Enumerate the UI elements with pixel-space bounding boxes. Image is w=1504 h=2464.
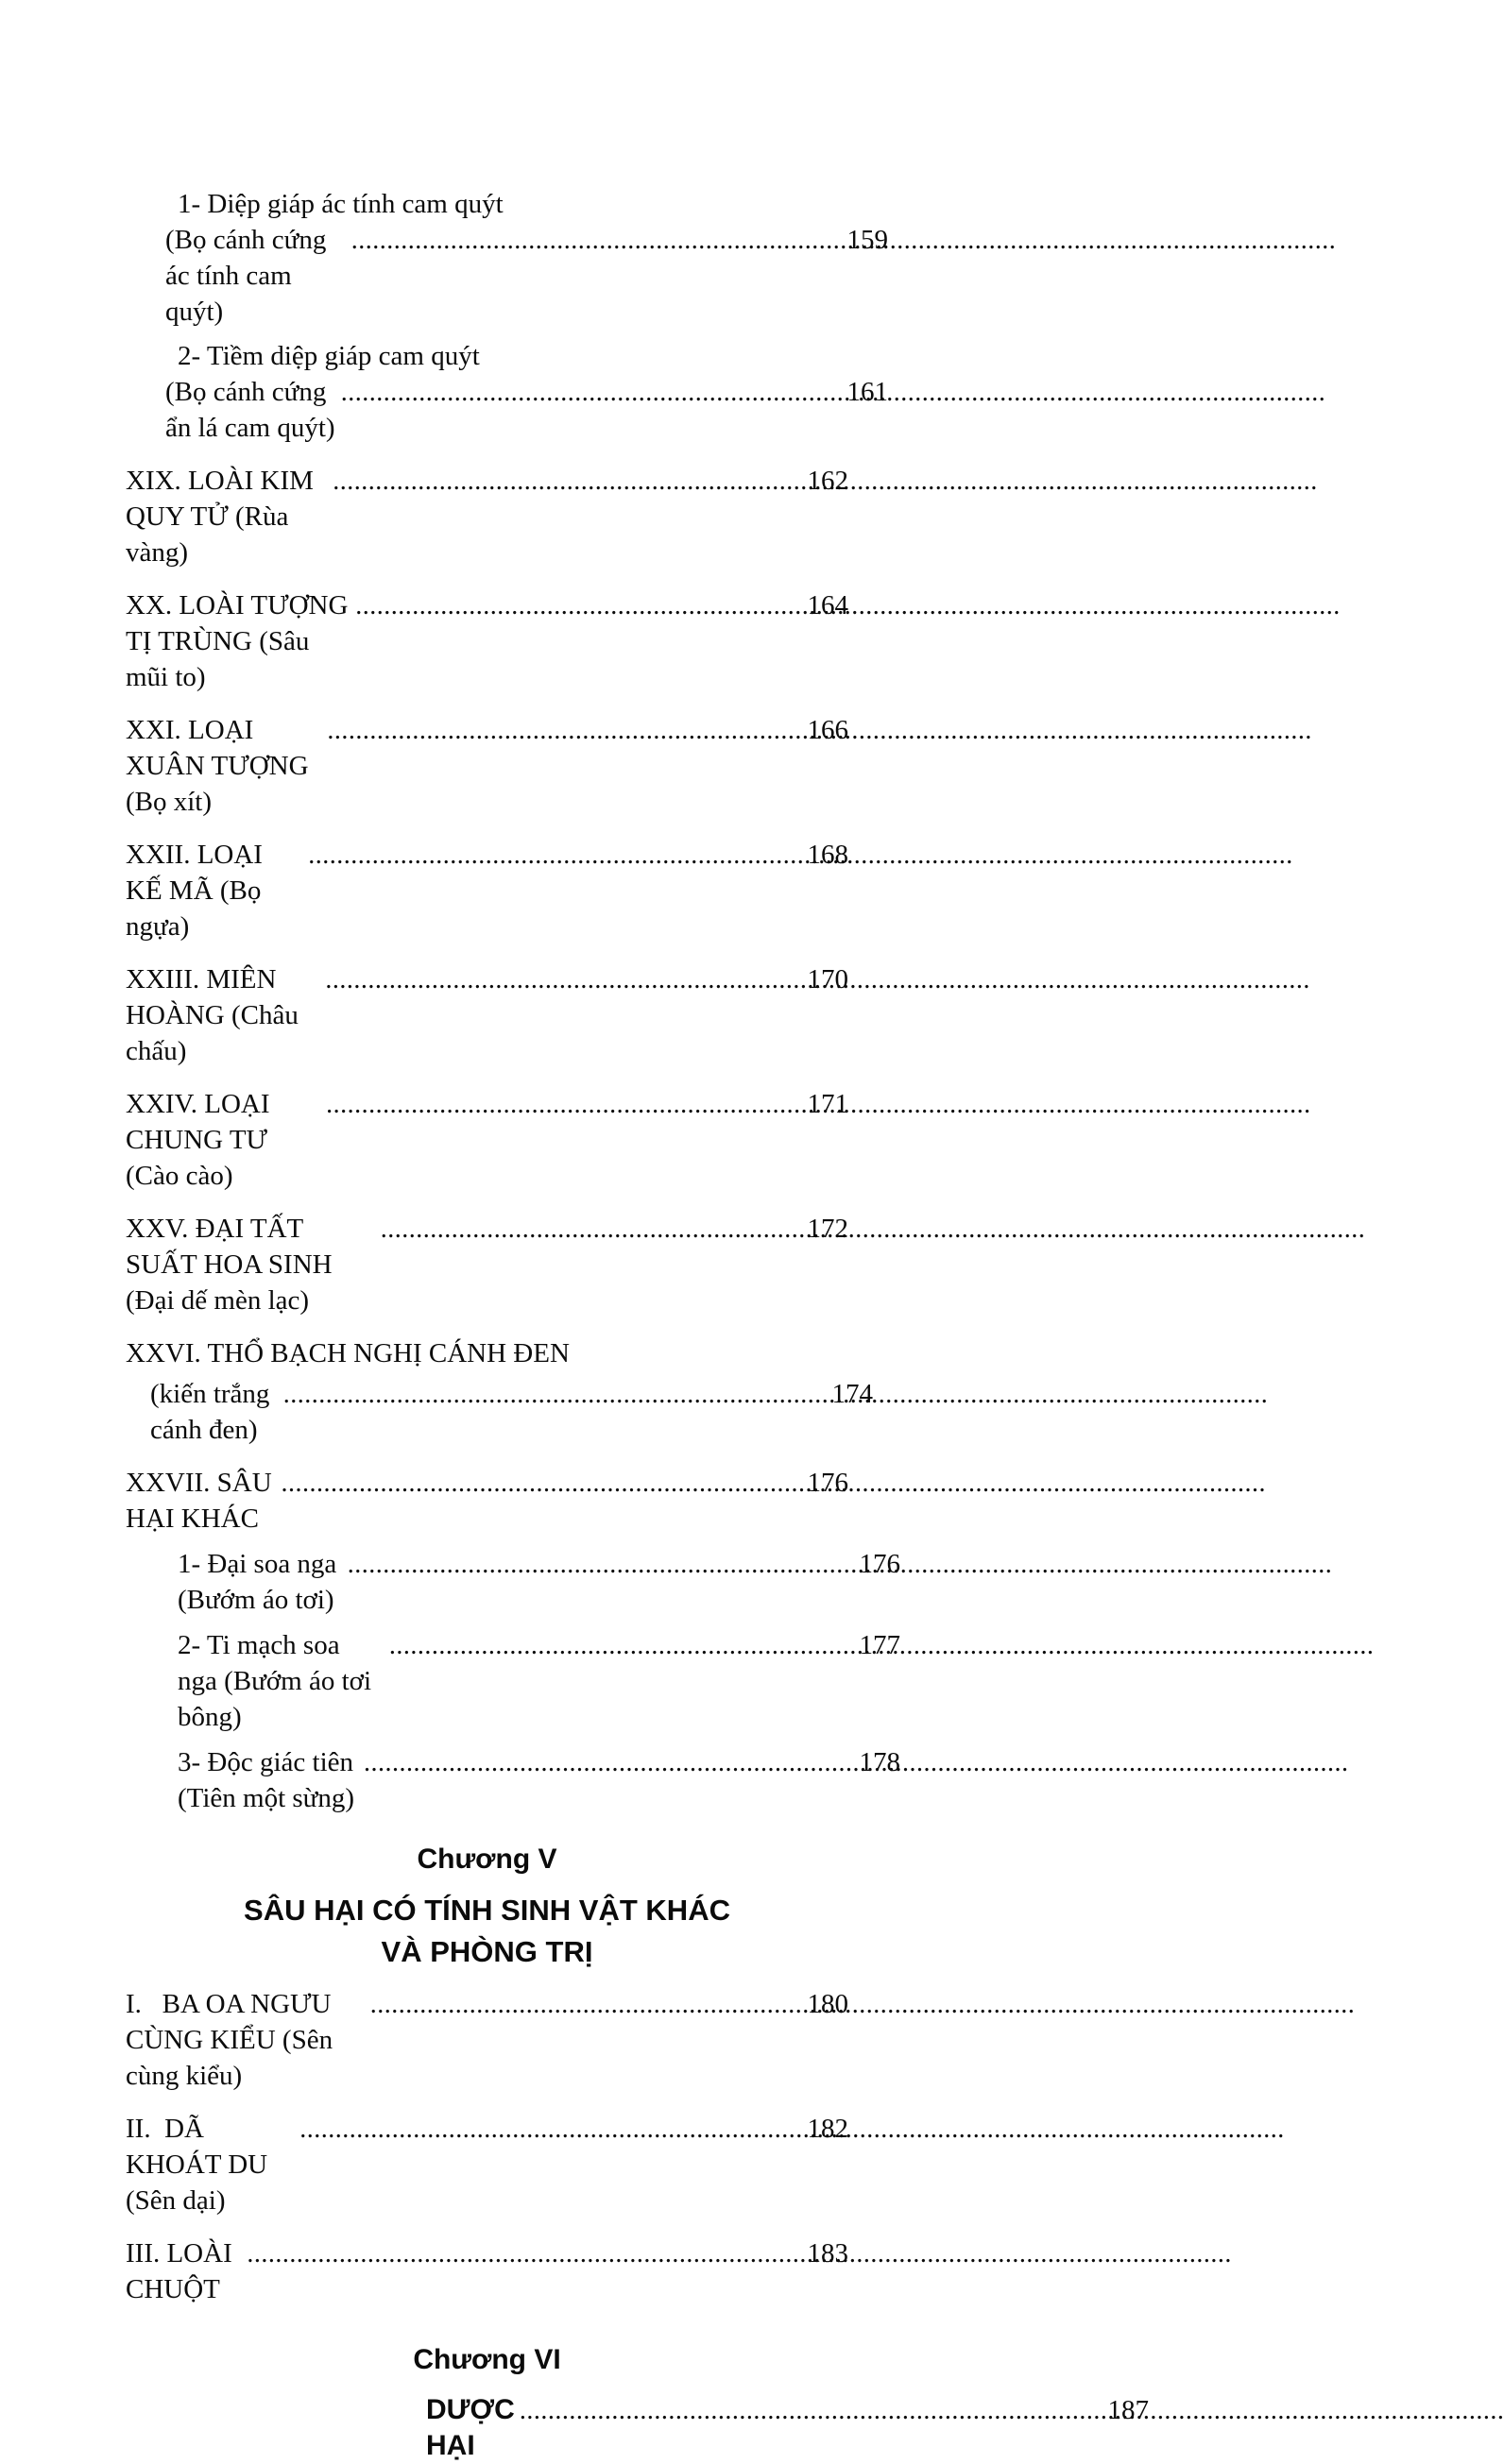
toc-entry-label: XXVI. THỔ BẠCH NGHỊ CÁNH ĐEN (126, 1338, 570, 1368)
toc-entry-label: II. DÃ KHOÁT DU (Sên dại) (126, 2114, 275, 2216)
dot-leader (299, 2111, 799, 2148)
toc-page-number: 161 (846, 377, 888, 407)
dot-leader (282, 1465, 800, 1502)
toc-entry (126, 374, 888, 446)
toc-entry (126, 1211, 848, 1318)
toc-entry-label: (Bọ cánh cứng ác tính cam quýt) (165, 225, 333, 327)
dot-leader (381, 1211, 800, 1248)
toc-entry (126, 961, 848, 1069)
toc-page-number: 159 (846, 225, 888, 255)
toc-entry (126, 1744, 900, 1816)
dot-leader (348, 1546, 852, 1583)
dot-leader (333, 463, 799, 500)
dot-leader (326, 1086, 799, 1123)
toc-entry-label: XXIII. MIÊN HOÀNG (Châu chấu) (126, 964, 306, 1066)
toc-entry-label: III. LOÀI CHUỘT (126, 2238, 239, 2304)
toc-page-number: 174 (831, 1379, 873, 1409)
dot-leader (341, 374, 840, 411)
toc-entry (126, 2392, 1149, 2464)
toc-page-number: 176 (807, 1468, 848, 1498)
table-of-contents (126, 186, 1149, 2464)
toc-entry (126, 837, 848, 944)
toc-page-number: 176 (859, 1549, 900, 1579)
toc-entry-label: XXVII. SÂU HẠI KHÁC (126, 1468, 279, 1534)
toc-entry-label: 2- Tiềm diệp giáp cam quýt (178, 341, 480, 371)
dot-leader (308, 837, 799, 874)
toc-entry-label: XXV. ĐẠI TẤT SUẤT HOA SINH (Đại dế mèn lạc) (126, 1214, 339, 1316)
dot-leader (247, 2235, 799, 2272)
toc-entry-label: DƯỢC HẠI (426, 2394, 523, 2461)
toc-page-number: 162 (807, 466, 848, 496)
toc-page-number: 172 (807, 1214, 848, 1244)
toc-page-number: 183 (807, 2238, 848, 2269)
chapter-subtitle-line: SÂU HẠI CÓ TÍNH SINH VẬT KHÁC (244, 1894, 730, 1927)
dot-leader (389, 1627, 852, 1664)
chapter-title: Chương V (417, 1844, 557, 1875)
chapter-title: Chương VI (413, 2344, 561, 2375)
toc-entry (126, 1335, 848, 1371)
dot-leader (370, 1986, 800, 2023)
toc-entry-label: XXIV. LOẠI CHUNG TƯ (Cào cào) (126, 1089, 277, 1191)
toc-entry-label: (Bọ cánh cứng ẩn lá cam quýt) (165, 377, 335, 443)
toc-entry (126, 463, 848, 570)
toc-entry-label: 3- Độc giác tiên (Tiên một sừng) (178, 1747, 362, 1813)
dot-leader (327, 712, 799, 749)
toc-entry (126, 1546, 900, 1618)
toc-entry-label: 1- Diệp giáp ác tính cam quýt (178, 189, 504, 219)
toc-entry (126, 2111, 848, 2218)
toc-entry (126, 587, 848, 695)
chapter-subtitle-line: VÀ PHÒNG TRỊ (381, 1935, 593, 1968)
toc-entry-label: (kiến trắng cánh đen) (150, 1379, 277, 1445)
toc-entry-label: XIX. LOÀI KIM QUY TỬ (Rùa vàng) (126, 466, 321, 568)
toc-page-number: 187 (1107, 2395, 1149, 2425)
toc-page-number: 168 (807, 840, 848, 870)
toc-entry (126, 186, 900, 222)
toc-page-number: 182 (807, 2114, 848, 2144)
toc-entry (126, 1376, 873, 1448)
toc-entry-label: XXI. LOẠI XUÂN TƯỢNG (Bọ xít) (126, 715, 316, 817)
dot-leader (520, 2392, 1101, 2429)
toc-entry (126, 338, 900, 374)
toc-page-number: 170 (807, 964, 848, 994)
toc-entry (126, 222, 888, 330)
toc-entry-label: XX. LOÀI TƯỢNG TỊ TRÙNG (Sâu mũi to) (126, 590, 355, 692)
toc-entry (126, 2235, 848, 2307)
chapter-heading (126, 1841, 848, 1971)
toc-entry (126, 1627, 900, 1735)
dot-leader (283, 1376, 825, 1413)
dot-leader (355, 587, 799, 624)
toc-page-number: 180 (807, 1989, 848, 2019)
toc-entry-label: I. BA OA NGƯU CÙNG KIỂU (Sên cùng kiểu) (126, 1989, 340, 2091)
toc-page-number: 164 (807, 590, 848, 620)
toc-page-number: 171 (807, 1089, 848, 1119)
toc-entry-label: XXII. LOẠI KẾ MÃ (Bọ ngựa) (126, 840, 270, 942)
dot-leader (325, 961, 799, 998)
chapter-heading (126, 2341, 848, 2379)
dot-leader (364, 1744, 851, 1781)
toc-entry-label: 2- Ti mạch soa nga (Bướm áo tơi bông) (178, 1630, 379, 1732)
dot-leader (351, 222, 840, 259)
toc-page-number: 177 (859, 1630, 900, 1660)
toc-entry (126, 1465, 848, 1537)
toc-page-number: 178 (859, 1747, 900, 1777)
toc-entry-label: 1- Đại soa nga (Bướm áo tơi) (178, 1549, 344, 1615)
toc-entry (126, 712, 848, 820)
toc-entry (126, 1986, 848, 2094)
toc-page-number: 166 (807, 715, 848, 745)
toc-entry (126, 1086, 848, 1194)
